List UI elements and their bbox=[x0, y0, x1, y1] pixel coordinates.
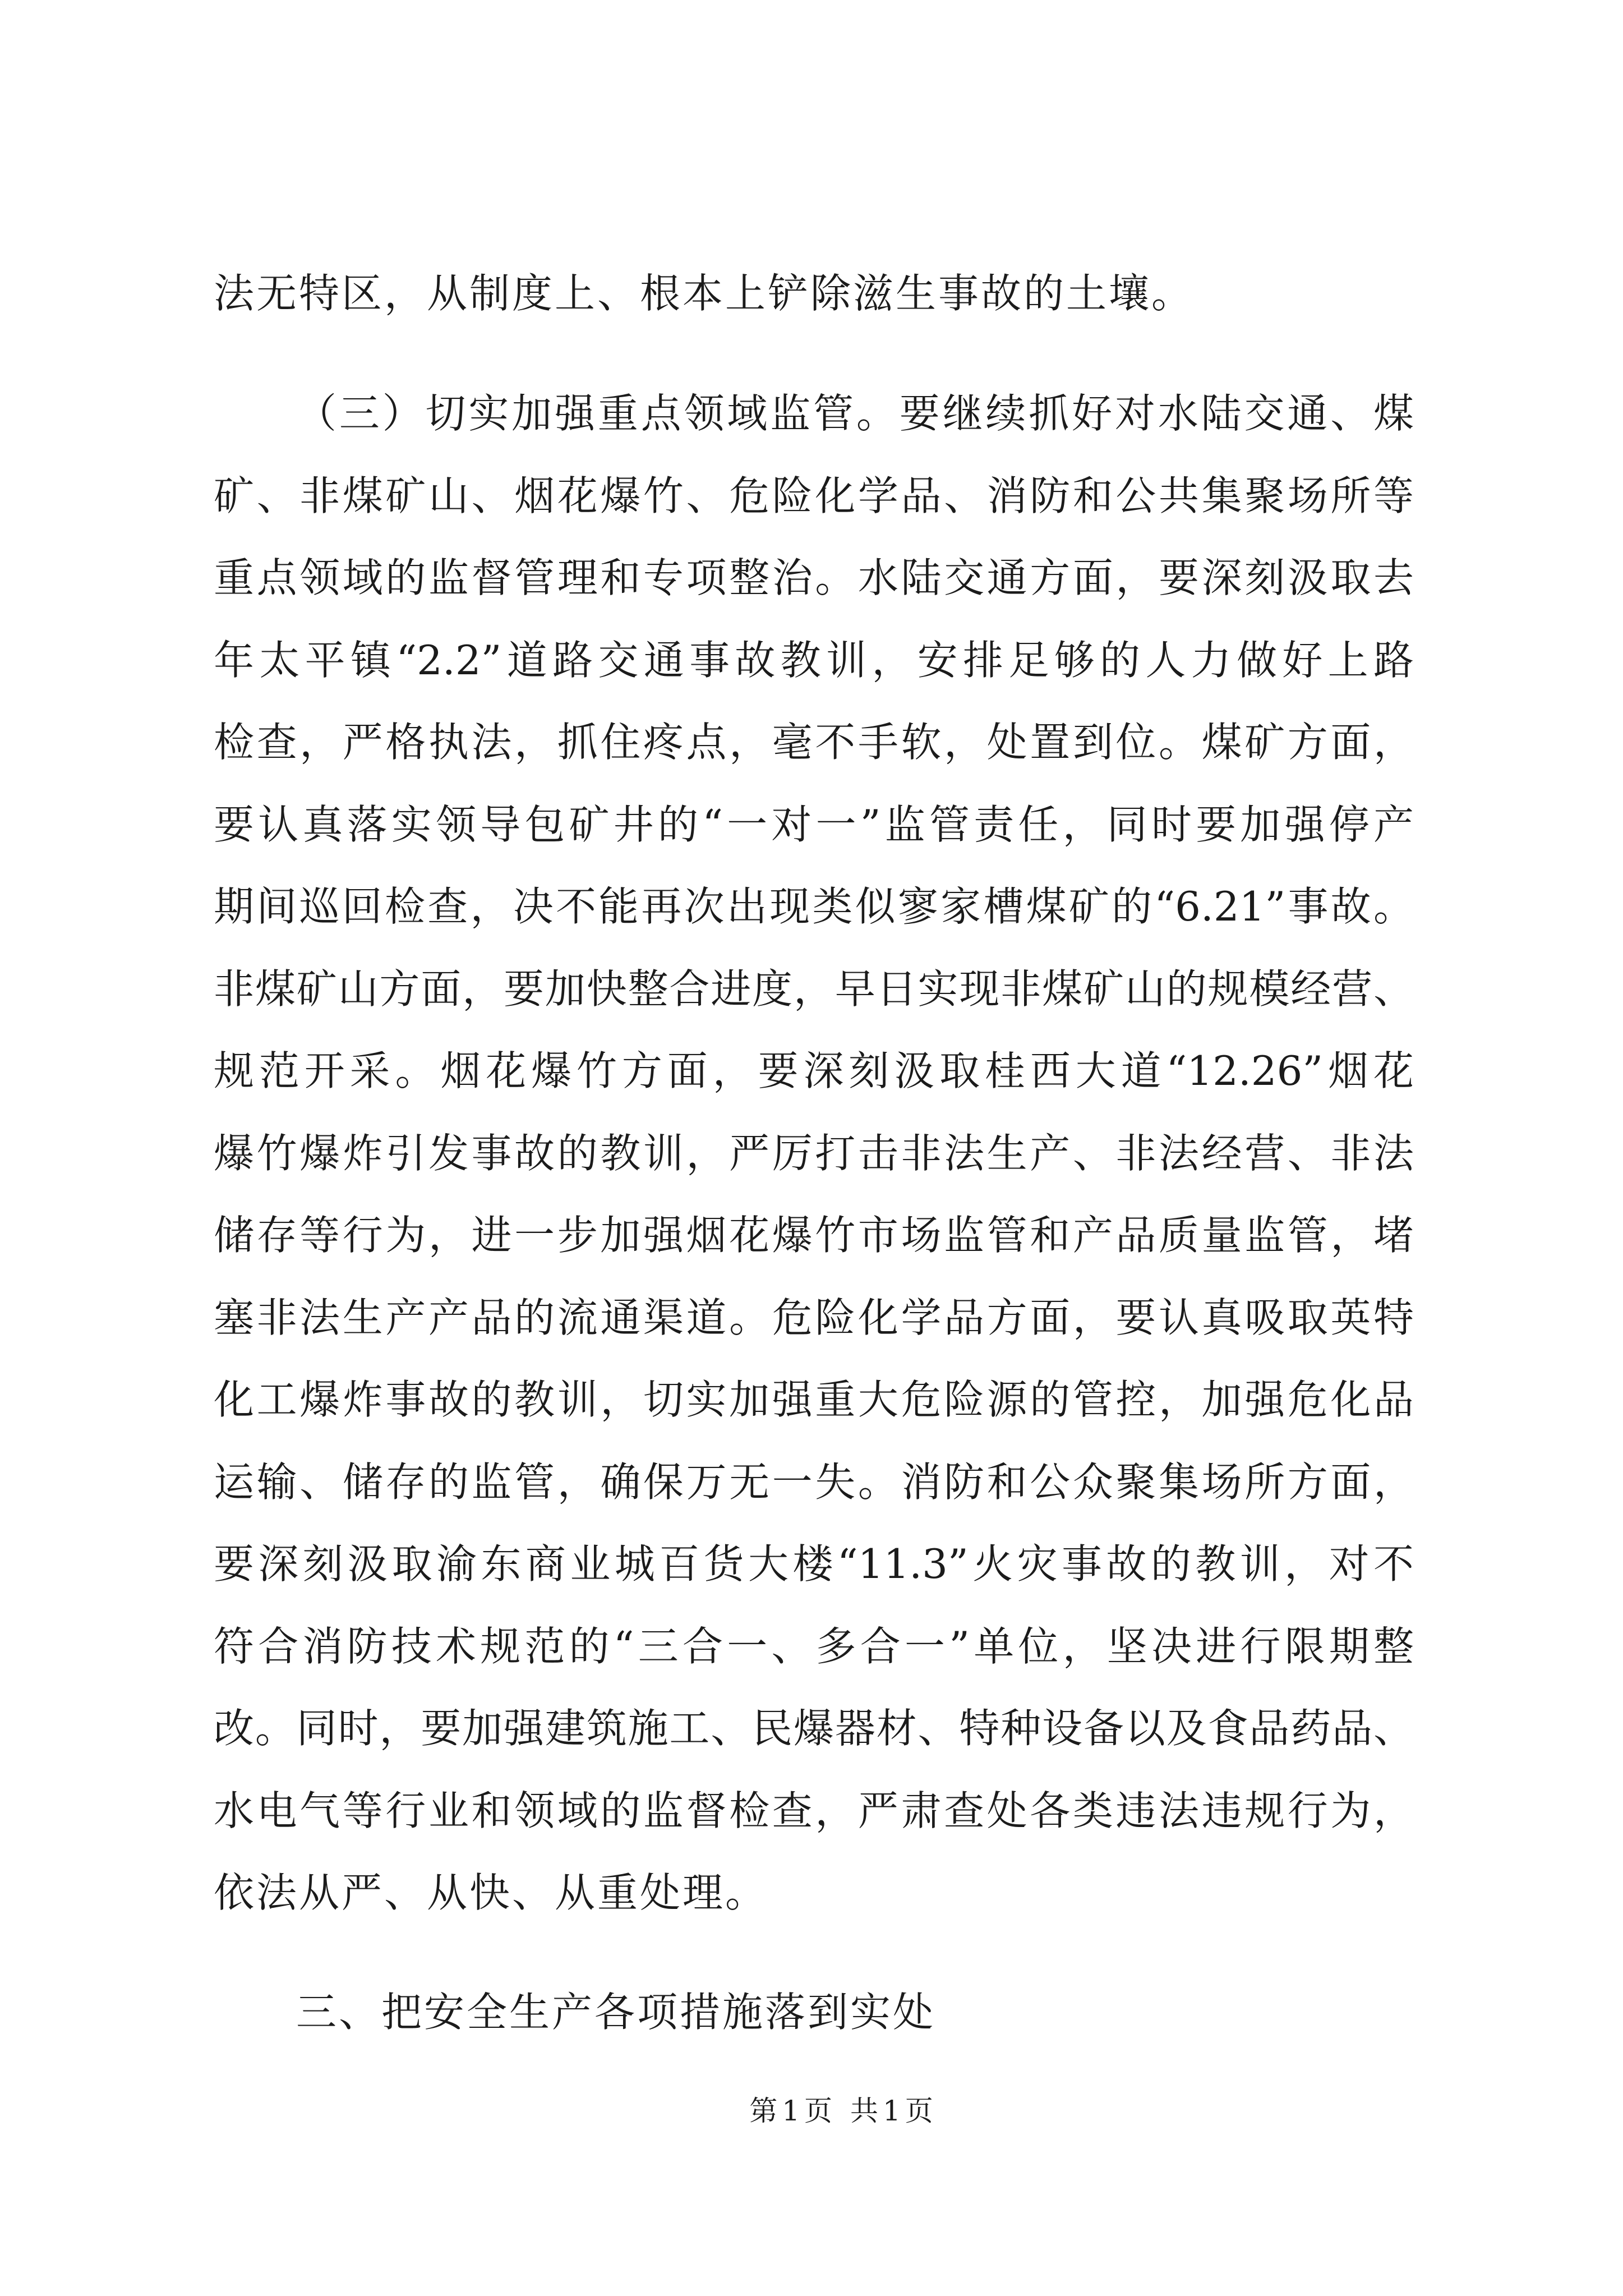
text-line: 运输、储存的监管，确保万无一失。消防和公众聚集场所方面， bbox=[214, 1458, 1414, 1506]
text-line: 规范开采。烟花爆竹方面，要深刻汲取桂西大道“12.26”烟花 bbox=[214, 1047, 1414, 1094]
text-line: 水电气等行业和领域的监督检查，严肃查处各类违法违规行为， bbox=[214, 1787, 1414, 1834]
section-heading-text: 三、把安全生产各项措施落到实处 bbox=[296, 1989, 936, 2036]
text-line: 爆竹爆炸引发事故的教训，严厉打击非法生产、非法经营、非法 bbox=[214, 1129, 1414, 1177]
text-line: 改。同时，要加强建筑施工、民爆器材、特种设备以及食品药品、 bbox=[214, 1705, 1414, 1752]
text-line: 要认真落实领导包矿井的“一对一”监管责任，同时要加强停产 bbox=[214, 800, 1414, 848]
text-line: 储存等行为，进一步加强烟花爆竹市场监管和产品质量监管，堵 bbox=[214, 1212, 1414, 1259]
page-footer-page-number: 第1页 共1页 bbox=[749, 2095, 938, 2127]
text-line: 期间巡回检查，决不能再次出现类似寥家槽煤矿的“6.21”事故。 bbox=[214, 883, 1414, 930]
text-line: 化工爆炸事故的教训，切实加强重大危险源的管控，加强危化品 bbox=[214, 1376, 1414, 1423]
text-line: 依法从严、从快、从重处理。 bbox=[214, 1869, 768, 1916]
text-line: 年太平镇“2.2”道路交通事故教训，安排足够的人力做好上路 bbox=[214, 636, 1414, 684]
text-line: 要深刻汲取渝东商业城百货大楼“11.3”火灾事故的教训，对不 bbox=[214, 1540, 1414, 1588]
text-line: 符合消防技术规范的“三合一、多合一”单位，坚决进行限期整 bbox=[214, 1622, 1414, 1670]
paragraph-heading-line: （三）切实加强重点领域监管。要继续抓好对水陆交通、煤 bbox=[296, 390, 1414, 437]
paragraph-continuation bbox=[214, 252, 1414, 335]
text-line: 检查，严格执法，抓住疼点，毫不手软，处置到位。煤矿方面， bbox=[214, 719, 1414, 766]
text-line: 矿、非煤矿山、烟花爆竹、危险化学品、消防和公共集聚场所等 bbox=[214, 472, 1414, 519]
text-line: 非煤矿山方面，要加快整合进度，早日实现非煤矿山的规模经营、 bbox=[214, 965, 1414, 1013]
paragraph-key-area-supervision bbox=[214, 372, 1414, 1934]
text-line: 法无特区，从制度上、根本上铲除滋生事故的土壤。 bbox=[214, 270, 1195, 317]
text-line: 重点领域的监督管理和专项整治。水陆交通方面，要深刻汲取去 bbox=[214, 554, 1414, 601]
section-heading bbox=[214, 1971, 1414, 2054]
text-line: 塞非法生产产品的流通渠道。危险化学品方面，要认真吸取英特 bbox=[214, 1294, 1414, 1341]
